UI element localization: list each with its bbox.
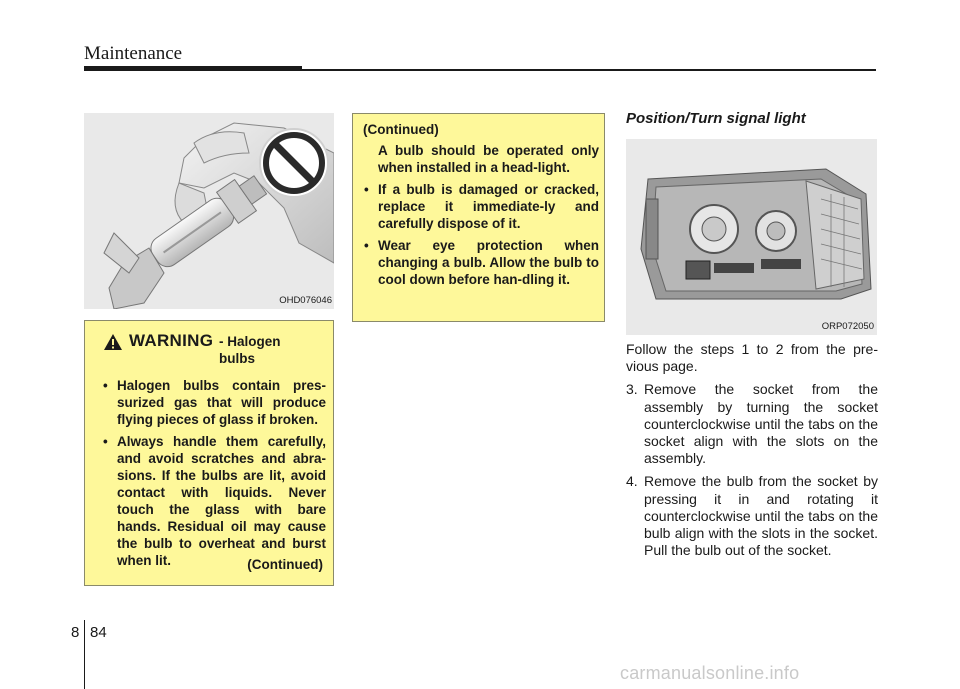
warning-list bbox=[102, 377, 326, 574]
warning-continued-label: (Continued) bbox=[247, 557, 323, 572]
header-rule-thin bbox=[302, 69, 876, 71]
watermark: carmanualsonline.info bbox=[620, 663, 800, 683]
continued-item: • Wear eye protection when changing a bulb. Allow the bulb to cool down before han-dling it. bbox=[363, 237, 599, 288]
header-rule-thick bbox=[84, 66, 302, 71]
continued-intro-text: A bulb should be operated only when installed in a head-light. bbox=[378, 143, 599, 175]
instruction-steps bbox=[626, 381, 878, 559]
page-number: 84 bbox=[90, 624, 107, 641]
step-number: 4. bbox=[626, 473, 638, 490]
step-item bbox=[626, 381, 878, 467]
warning-item: • Halogen bulbs contain pres-surized gas that will produce flying pieces of glass if broken. bbox=[102, 377, 326, 428]
step-text: Remove the socket from the assembly by turning the socket counterclockwise until the tabs on the socket align with the slots on the assembly. bbox=[644, 381, 878, 467]
warning-box bbox=[84, 320, 334, 586]
figure-code-headlamp: ORP072050 bbox=[821, 321, 874, 332]
warning-item: • Always handle them carefully, and avoid scratches and abra-sions. If the bulbs are lit, avoid contact with liquids. Never touch the glass with bare hands. Residual oil may cause the bulb to overheat and burst when lit. bbox=[102, 433, 326, 569]
continued-title: (Continued) bbox=[363, 122, 439, 137]
step-number: 3. bbox=[626, 381, 638, 398]
continued-list bbox=[363, 142, 599, 293]
section-title: Position/Turn signal light bbox=[626, 110, 806, 127]
bulb-hand-drawing bbox=[84, 113, 334, 309]
step-item bbox=[626, 473, 878, 559]
step-text: Remove the bulb from the socket by pressing it in and rotating it counterclockwise until the tabs on the bulb align with the slots in the socket. Pull the bulb out of the socket. bbox=[644, 473, 878, 559]
headlamp-assembly-illustration bbox=[626, 139, 877, 335]
instructions-intro: Follow the steps 1 to 2 from the pre-vious page. bbox=[626, 341, 878, 375]
figure-code-bulb: OHD076046 bbox=[279, 295, 332, 306]
continued-item: • If a bulb is damaged or cracked, replace it immediate-ly and carefully dispose of it. bbox=[363, 181, 599, 232]
page-header-title: Maintenance bbox=[84, 43, 183, 64]
continued-warning-box bbox=[352, 113, 605, 322]
continued-intro bbox=[363, 142, 599, 176]
warning-topic: - Halogen bulbs bbox=[219, 334, 281, 366]
warning-word: WARNING bbox=[129, 331, 214, 350]
chapter-number: 8 bbox=[71, 624, 80, 641]
instructions-text bbox=[626, 341, 878, 565]
warning-triangle-icon bbox=[103, 333, 123, 351]
halogen-bulb-illustration bbox=[84, 113, 334, 309]
headlamp-drawing bbox=[626, 139, 877, 335]
footer-divider bbox=[84, 620, 85, 689]
